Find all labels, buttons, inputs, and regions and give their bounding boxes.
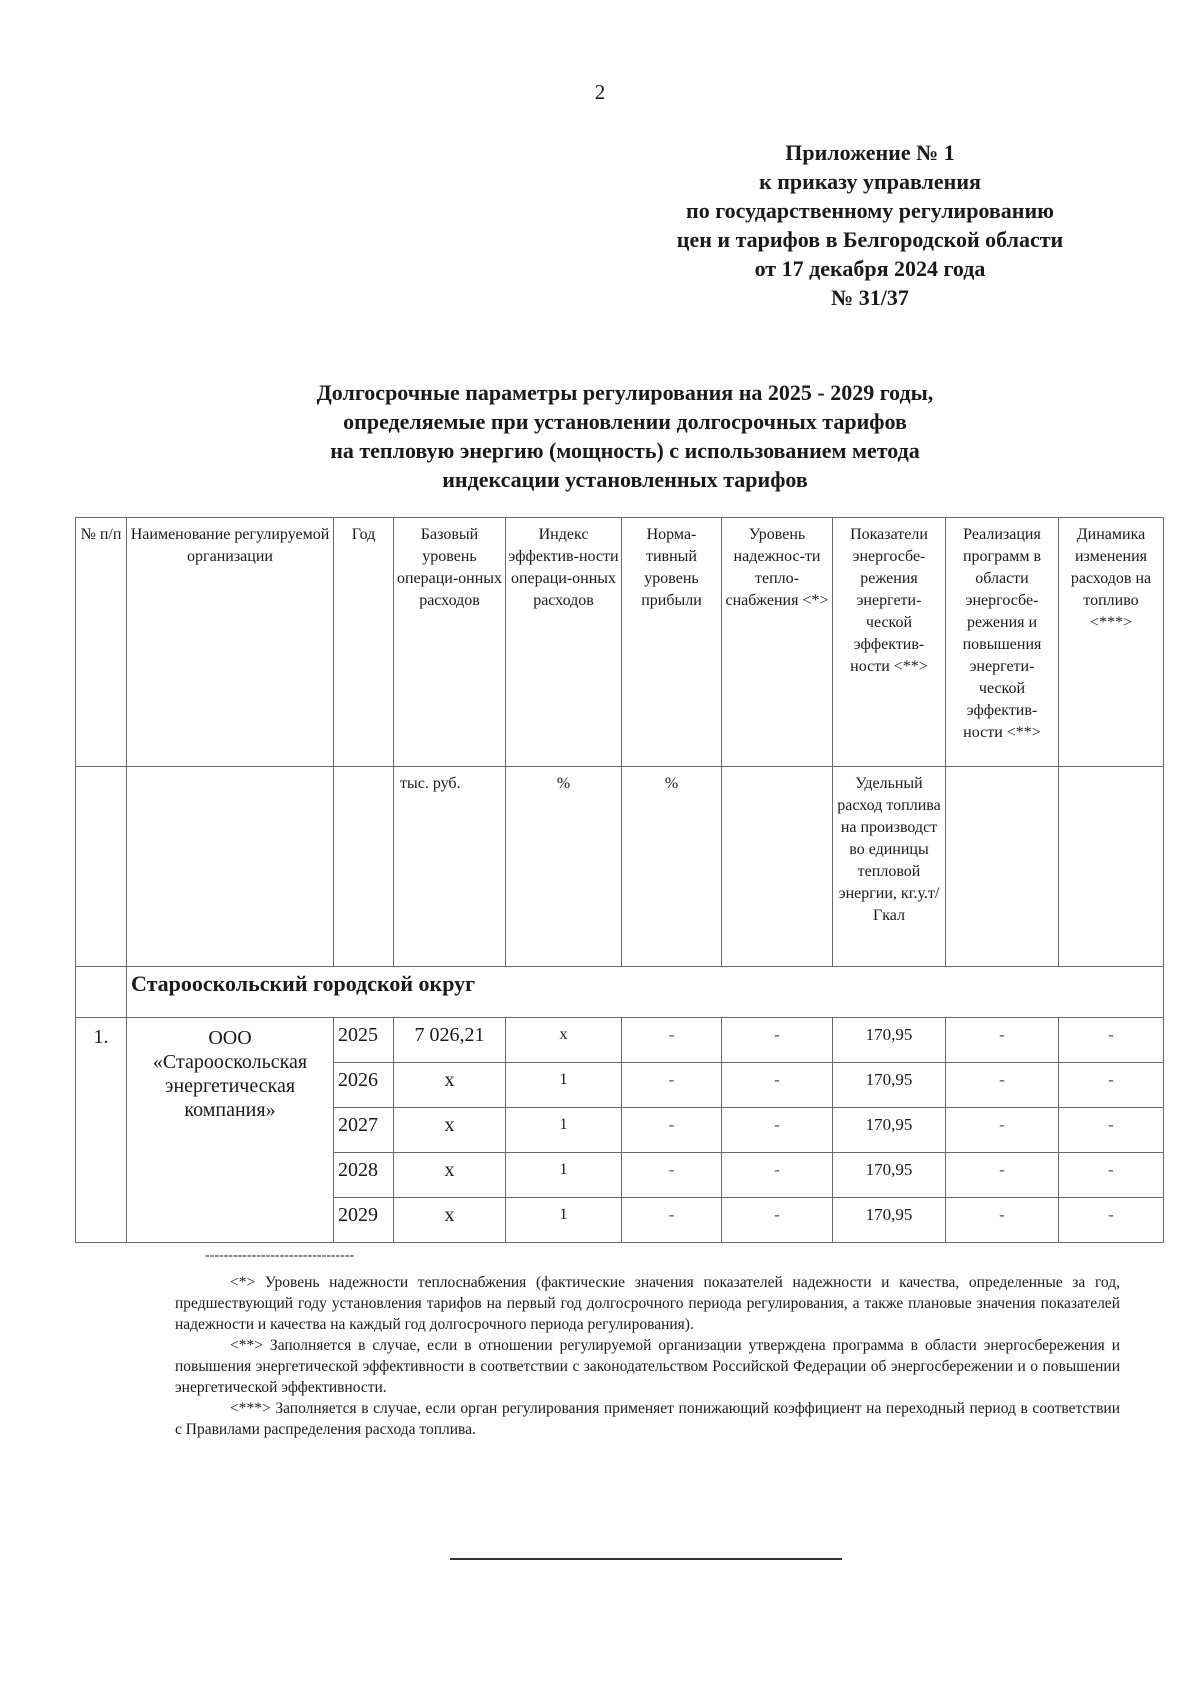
end-divider: [450, 1558, 842, 1560]
title-line: индексации установленных тарифов: [442, 467, 808, 492]
region-name: Старооскольский городской округ: [127, 967, 1164, 1018]
profit-cell: -: [622, 1198, 722, 1243]
energy-saving-cell: 170,95: [833, 1198, 946, 1243]
units-energy-saving: Удельный расход топлива на производст во единицы тепловой энергии, кг.у.т/Гкал: [833, 767, 946, 967]
organization-name: ООО «Старооскольская энергетическая компания»: [127, 1018, 334, 1243]
profit-cell: -: [622, 1063, 722, 1108]
units-cell: [334, 767, 394, 967]
fuel-dynamics-cell: -: [1059, 1108, 1164, 1153]
units-cell: [76, 767, 127, 967]
appendix-line: № 31/37: [831, 285, 909, 310]
programs-cell: -: [946, 1198, 1059, 1243]
reliability-cell: -: [722, 1018, 833, 1063]
region-number-cell: [76, 967, 127, 1018]
row-number: 1.: [76, 1018, 127, 1243]
parameters-table: [75, 517, 1164, 1243]
region-row: [76, 967, 1164, 1018]
programs-cell: -: [946, 1153, 1059, 1198]
col-header-organization: Наименование регулируемой организации: [127, 518, 334, 767]
document-title: [200, 378, 1050, 494]
col-header-reliability: Уровень надежнос-ти тепло-снабжения <*>: [722, 518, 833, 767]
efficiency-index-cell: 1: [506, 1198, 622, 1243]
efficiency-index-cell: 1: [506, 1063, 622, 1108]
year-cell: 2029: [334, 1198, 394, 1243]
reliability-cell: -: [722, 1063, 833, 1108]
title-line: на тепловую энергию (мощность) с использованием метода: [330, 438, 920, 463]
year-cell: 2025: [334, 1018, 394, 1063]
col-header-energy-saving: Показатели энергосбе-режения энергети-ческой эффектив-ности <**>: [833, 518, 946, 767]
units-programs: [946, 767, 1059, 967]
year-cell: 2028: [334, 1153, 394, 1198]
table-row: [76, 1018, 1164, 1063]
col-header-year: Год: [334, 518, 394, 767]
table-header-row: [76, 518, 1164, 767]
energy-saving-cell: 170,95: [833, 1063, 946, 1108]
year-cell: 2026: [334, 1063, 394, 1108]
units-base-opex: тыс. руб.: [394, 767, 506, 967]
col-header-profit-level: Норма-тивный уровень прибыли: [622, 518, 722, 767]
col-header-fuel-dynamics: Динамика изменения расходов на топливо <***>: [1059, 518, 1164, 767]
units-cell: [127, 767, 334, 967]
efficiency-index-cell: 1: [506, 1153, 622, 1198]
units-reliability: [722, 767, 833, 967]
energy-saving-cell: 170,95: [833, 1153, 946, 1198]
base-opex-cell: 7 026,21: [394, 1018, 506, 1063]
reliability-cell: -: [722, 1198, 833, 1243]
footnote-reliability: <*> Уровень надежности теплоснабжения (фактические значения показателей надежности и качества, определенные за год, предшествующий году установления тарифов на первый год долгосрочного периода регулирования, а также плановые значения показателей надежности и качества на каждый год долгосрочного периода регулирования).: [175, 1274, 1120, 1333]
base-opex-cell: х: [394, 1198, 506, 1243]
units-fuel-dynamics: [1059, 767, 1164, 967]
table-units-row: [76, 767, 1164, 967]
profit-cell: -: [622, 1108, 722, 1153]
programs-cell: -: [946, 1063, 1059, 1108]
page-number: 2: [594, 80, 606, 104]
title-line: Долгосрочные параметры регулирования на 2025 - 2029 годы,: [316, 380, 934, 405]
profit-cell: -: [622, 1018, 722, 1063]
fuel-dynamics-cell: -: [1059, 1198, 1164, 1243]
col-header-number: № п/п: [76, 518, 127, 767]
units-efficiency-index: %: [506, 767, 622, 967]
col-header-base-opex: Базовый уровень операци-онных расходов: [394, 518, 506, 767]
year-cell: 2027: [334, 1108, 394, 1153]
fuel-dynamics-cell: -: [1059, 1153, 1164, 1198]
fuel-dynamics-cell: -: [1059, 1018, 1164, 1063]
footnotes: [175, 1272, 1120, 1440]
base-opex-cell: х: [394, 1153, 506, 1198]
base-opex-cell: х: [394, 1108, 506, 1153]
efficiency-index-cell: 1: [506, 1108, 622, 1153]
programs-cell: -: [946, 1108, 1059, 1153]
appendix-line: от 17 декабря 2024 года: [754, 256, 986, 281]
title-line: определяемые при установлении долгосрочных тарифов: [343, 409, 907, 434]
appendix-line: к приказу управления: [759, 169, 981, 194]
efficiency-index-cell: х: [506, 1018, 622, 1063]
col-header-efficiency-index: Индекс эффектив-ности операци-онных расходов: [506, 518, 622, 767]
appendix-line: цен и тарифов в Белгородской области: [676, 227, 1064, 252]
appendix-line: по государственному регулированию: [686, 198, 1054, 223]
programs-cell: -: [946, 1018, 1059, 1063]
profit-cell: -: [622, 1153, 722, 1198]
footnote-separator: --------------------------------: [205, 1248, 355, 1263]
energy-saving-cell: 170,95: [833, 1018, 946, 1063]
footnote-fuel: <***> Заполняется в случае, если орган регулирования применяет понижающий коэффициент на переходный период в соответствии с Правилами распределения расхода топлива.: [175, 1400, 1120, 1438]
energy-saving-cell: 170,95: [833, 1108, 946, 1153]
units-profit-level: %: [622, 767, 722, 967]
fuel-dynamics-cell: -: [1059, 1063, 1164, 1108]
base-opex-cell: х: [394, 1063, 506, 1108]
reliability-cell: -: [722, 1108, 833, 1153]
appendix-header: [640, 138, 1100, 312]
reliability-cell: -: [722, 1153, 833, 1198]
footnote-energy-saving: <**> Заполняется в случае, если в отношении регулируемой организации утверждена программа в области энергосбережения и повышения энергетической эффективности в соответствии с законодательством Российской Федерации об энергосбережении и о повышении энергетической эффективности.: [175, 1337, 1120, 1396]
col-header-programs: Реализация программ в области энергосбе-режения и повышения энергети-ческой эффектив-ности <**>: [946, 518, 1059, 767]
appendix-line: Приложение № 1: [785, 140, 955, 165]
